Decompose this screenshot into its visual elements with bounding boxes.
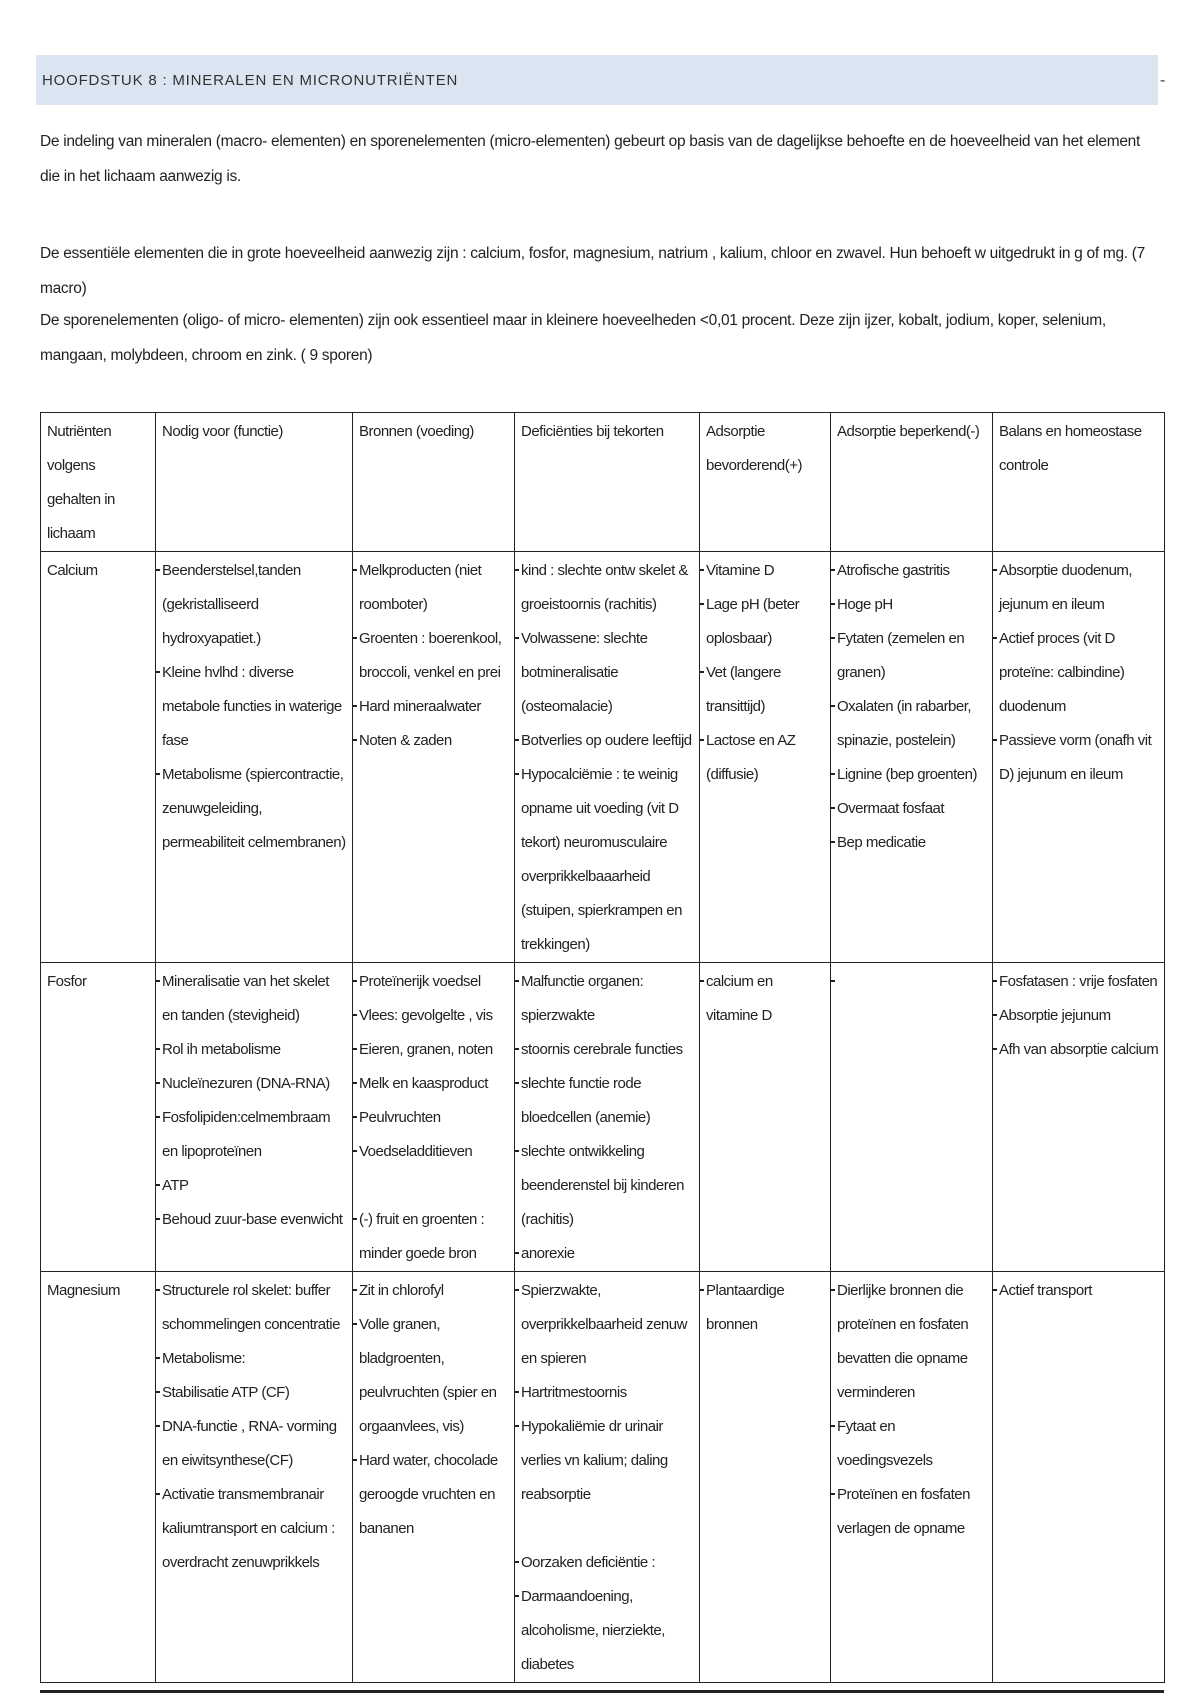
cell-list xyxy=(706,1274,825,1342)
macro-elements-paragraph: De essentiële elementen die in grote hoeveelheid aanwezig zijn : calcium, fosfor, magnesium, natrium , kalium, chloor en zwavel. Hun behoeft w uitgedrukt in g of mg. (7 macro) xyxy=(40,245,1145,297)
list-item: Zit in chlorofyl xyxy=(359,1274,509,1308)
table-cell xyxy=(156,1272,353,1683)
list-item: DNA-functie , RNA- vorming en eiwitsynthese(CF) xyxy=(162,1410,347,1478)
list-item: Behoud zuur-base evenwicht xyxy=(162,1203,347,1237)
list-item: Melk en kaasproduct xyxy=(359,1067,509,1101)
cell-list xyxy=(999,554,1159,792)
list-item: Nucleïnezuren (DNA-RNA) xyxy=(162,1067,347,1101)
list-item: Activatie transmembranair kaliumtransport en calcium : overdracht zenuwprikkels xyxy=(162,1478,347,1580)
list-item: Darmaandoening, alcoholisme, nierziekte, diabetes xyxy=(521,1580,694,1682)
list-item: Beenderstelsel,tanden (gekristalliseerd hydroxyapatiet.) xyxy=(162,554,347,656)
table-cell xyxy=(993,1272,1165,1683)
list-item: Oorzaken deficiëntie : xyxy=(521,1546,694,1580)
list-item: Overmaat fosfaat xyxy=(837,792,987,826)
list-item: Peulvruchten xyxy=(359,1101,509,1135)
cell-list xyxy=(521,1274,694,1682)
list-item: Botverlies op oudere leeftijd xyxy=(521,724,694,758)
list-item: Hartritmestoornis xyxy=(521,1376,694,1410)
list-item: stoornis cerebrale functies xyxy=(521,1033,694,1067)
list-item: slechte functie rode bloedcellen (anemie) xyxy=(521,1067,694,1135)
table-cell xyxy=(700,963,831,1272)
list-item: Eieren, granen, noten xyxy=(359,1033,509,1067)
list-item xyxy=(359,1169,509,1203)
list-item: Metabolisme: xyxy=(162,1342,347,1376)
table-row xyxy=(41,1272,1165,1683)
table-body xyxy=(41,552,1165,1683)
table-cell xyxy=(831,552,993,963)
cell-list xyxy=(162,965,347,1237)
list-item: Actief transport xyxy=(999,1274,1159,1308)
table-cell xyxy=(700,1272,831,1683)
column-header: Balans en homeostase controle xyxy=(993,413,1165,552)
list-item: Vlees: gevolgelte , vis xyxy=(359,999,509,1033)
table-cell xyxy=(156,552,353,963)
list-item: Atrofische gastritis xyxy=(837,554,987,588)
list-item: Hard water, chocolade geroogde vruchten en bananen xyxy=(359,1444,509,1546)
cell-list xyxy=(837,554,987,860)
list-item: Dierlijke bronnen die proteïnen en fosfaten bevatten die opname verminderen xyxy=(837,1274,987,1410)
table-cell xyxy=(993,963,1165,1272)
list-item: Oxalaten (in rabarber, spinazie, postelein) xyxy=(837,690,987,758)
column-header: Adsorptie bevorderend(+) xyxy=(700,413,831,552)
table-cell xyxy=(515,963,700,1272)
list-item: anorexie xyxy=(521,1237,694,1271)
list-item: Hoge pH xyxy=(837,588,987,622)
list-item: ATP xyxy=(162,1169,347,1203)
cell-list xyxy=(162,1274,347,1580)
list-item: Hard mineraalwater xyxy=(359,690,509,724)
list-item: Lignine (bep groenten) xyxy=(837,758,987,792)
list-item: Vet (langere transittijd) xyxy=(706,656,825,724)
column-header: Deficiënties bij tekorten xyxy=(515,413,700,552)
list-item: Voedseladditieven xyxy=(359,1135,509,1169)
table-row xyxy=(41,963,1165,1272)
list-item: (-) fruit en groenten : minder goede bron xyxy=(359,1203,509,1271)
nutrient-name-cell: Fosfor xyxy=(41,963,156,1272)
column-header: Adsorptie beperkend(-) xyxy=(831,413,993,552)
list-item: Fytaat en voedingsvezels xyxy=(837,1410,987,1478)
column-header: Nodig voor (functie) xyxy=(156,413,353,552)
nutrient-name-cell: Calcium xyxy=(41,552,156,963)
chapter-title: HOOFDSTUK 8 : MINERALEN EN MICRONUTRIËNTEN xyxy=(42,71,459,89)
list-item: Groenten : boerenkool, broccoli, venkel en prei xyxy=(359,622,509,690)
list-item: Structurele rol skelet: buffer schommelingen concentratie xyxy=(162,1274,347,1342)
list-item: Stabilisatie ATP (CF) xyxy=(162,1376,347,1410)
cell-list xyxy=(359,554,509,758)
list-item: Spierzwakte, overprikkelbaarheid zenuw en spieren xyxy=(521,1274,694,1376)
list-item: Proteïnen en fosfaten verlagen de opname xyxy=(837,1478,987,1546)
list-item: Volle granen, bladgroenten, peulvruchten (spier en orgaanvlees, vis) xyxy=(359,1308,509,1444)
table-cell xyxy=(353,552,515,963)
list-item: Fosfatasen : vrije fosfaten xyxy=(999,965,1159,999)
list-item: calcium en vitamine D xyxy=(706,965,825,1033)
list-item: Kleine hvlhd : diverse metabole functies in waterige fase xyxy=(162,656,347,758)
list-item: Actief proces (vit D proteïne: calbindine) duodenum xyxy=(999,622,1159,724)
cell-list xyxy=(999,1274,1159,1308)
list-item: Fosfolipiden:celmembraam en lipoproteïnen xyxy=(162,1101,347,1169)
list-item: Hypokaliëmie dr urinair verlies vn kalium; daling reabsorptie xyxy=(521,1410,694,1512)
cell-list xyxy=(837,965,987,999)
list-item: Bep medicatie xyxy=(837,826,987,860)
cell-list xyxy=(521,965,694,1271)
trace-elements-paragraph: De sporenelementen (oligo- of micro- elementen) zijn ook essentieel maar in kleinere hoeveelheden <0,01 procent. Deze zijn ijzer, kobalt, jodium, koper, selenium, mangaan, molybdeen, chroom en zink. ( 9 sporen) xyxy=(40,312,1106,364)
list-item: Afh van absorptie calcium xyxy=(999,1033,1159,1067)
table-cell xyxy=(831,1272,993,1683)
list-item: kind : slechte ontw skelet & groeistoornis (rachitis) xyxy=(521,554,694,622)
intro-paragraph: De indeling van mineralen (macro- elementen) en sporenelementen (micro-elementen) gebeurt op basis van de dagelijkse behoefte en de hoeveelheid van het element die in het lichaam aanwezig is. xyxy=(40,133,1140,185)
list-item: Lactose en AZ (diffusie) xyxy=(706,724,825,792)
list-item: Vitamine D xyxy=(706,554,825,588)
cell-list xyxy=(999,965,1159,1067)
list-item: Proteïnerijk voedsel xyxy=(359,965,509,999)
list-item: Absorptie duodenum, jejunum en ileum xyxy=(999,554,1159,622)
table-cell xyxy=(993,552,1165,963)
list-item xyxy=(837,965,987,999)
cell-list xyxy=(359,1274,509,1546)
cell-list xyxy=(359,965,509,1271)
list-item: Fytaten (zemelen en granen) xyxy=(837,622,987,690)
list-item: Plantaardige bronnen xyxy=(706,1274,825,1342)
list-item: Volwassene: slechte botmineralisatie (osteomalacie) xyxy=(521,622,694,724)
column-header: Bronnen (voeding) xyxy=(353,413,515,552)
chapter-header-mark: - xyxy=(1160,72,1166,89)
list-item xyxy=(521,1512,694,1546)
list-item: Metabolisme (spiercontractie, zenuwgeleiding, permeabiliteit celmembranen) xyxy=(162,758,347,860)
bottom-rule xyxy=(40,1690,1164,1693)
list-item: Lage pH (beter oplosbaar) xyxy=(706,588,825,656)
list-item: Hypocalciëmie : te weinig opname uit voeding (vit D tekort) neuromusculaire overprikkelbaaarheid (stuipen, spierkrampen en trekkingen) xyxy=(521,758,694,962)
list-item: Melkproducten (niet roomboter) xyxy=(359,554,509,622)
table-cell xyxy=(700,552,831,963)
list-item: Passieve vorm (onafh vit D) jejunum en ileum xyxy=(999,724,1159,792)
table-cell xyxy=(353,963,515,1272)
nutrient-name-cell: Magnesium xyxy=(41,1272,156,1683)
table-row xyxy=(41,552,1165,963)
cell-list xyxy=(706,965,825,1033)
chapter-header xyxy=(36,55,1158,105)
cell-list xyxy=(521,554,694,962)
cell-list xyxy=(837,1274,987,1546)
cell-list xyxy=(706,554,825,792)
table-cell xyxy=(515,1272,700,1683)
list-item: slechte ontwikkeling beenderenstel bij kinderen (rachitis) xyxy=(521,1135,694,1237)
list-item: Mineralisatie van het skelet en tanden (stevigheid) xyxy=(162,965,347,1033)
list-item: Absorptie jejunum xyxy=(999,999,1159,1033)
table-cell xyxy=(515,552,700,963)
table-cell xyxy=(831,963,993,1272)
table-cell xyxy=(156,963,353,1272)
table-cell xyxy=(353,1272,515,1683)
minerals-table xyxy=(40,412,1165,1683)
list-item: Noten & zaden xyxy=(359,724,509,758)
cell-list xyxy=(162,554,347,860)
list-item: Malfunctie organen: spierzwakte xyxy=(521,965,694,1033)
table-header-row xyxy=(41,413,1165,552)
column-header: Nutriënten volgens gehalten in lichaam xyxy=(41,413,156,552)
list-item: Rol ih metabolisme xyxy=(162,1033,347,1067)
